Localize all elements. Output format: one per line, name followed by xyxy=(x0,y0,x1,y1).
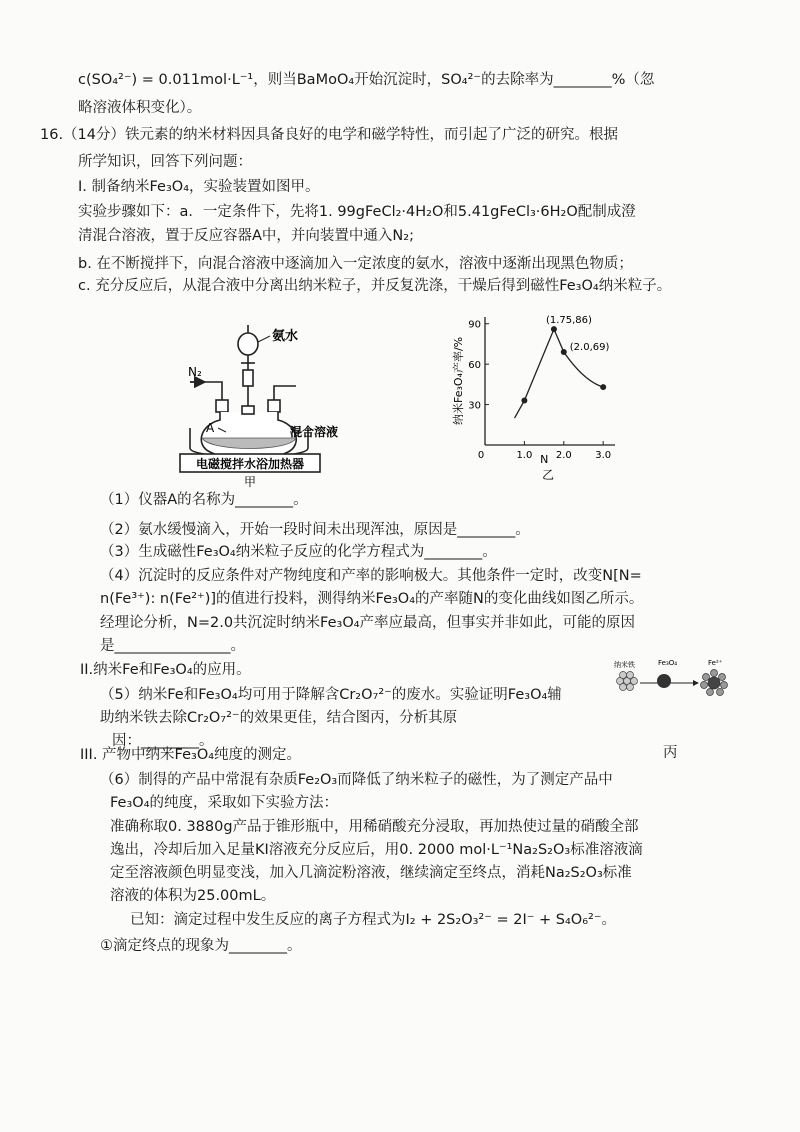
fe3o4-label: Fe₃O₄ xyxy=(658,659,678,667)
chart-y-tick-label: 60 xyxy=(468,360,481,372)
line-prev-question-end: 略溶液体积变化）。 xyxy=(78,100,202,116)
fe3o4-particle xyxy=(657,674,671,688)
chart-y-tick-label: 30 xyxy=(468,400,481,412)
question-6-line5: 定至溶液颜色明显变浅，加入几滴淀粉溶液，继续滴定至终点，消耗Na₂S₂O₃标准 xyxy=(110,865,632,881)
dropping-funnel xyxy=(238,325,258,412)
chart-data-point xyxy=(561,349,567,355)
chart-y-axis-label: 纳米Fe₃O₄产率/% xyxy=(452,336,465,425)
step-a-line2: 清混合溶液，置于反应容器A中，并向装置中通入N₂; xyxy=(78,228,414,244)
yield-chart xyxy=(440,305,630,485)
question-16-heading: 16.（14分）铁元素的纳米材料因具备良好的电学和磁学特性，而引起了广泛的研究。根据 xyxy=(40,127,619,143)
chart-marks xyxy=(515,315,610,418)
question-5-line3: 因：________。 xyxy=(112,733,214,749)
fe2-label: Fe²⁺ xyxy=(708,659,723,667)
step-c: c. 充分反应后，从混合液中分离出纳米粒子，并反复洗涤，干燥后得到磁性Fe₃O₄纳米粒子。 xyxy=(78,278,672,294)
part-2-heading: II.纳米Fe和Fe₃O₄的应用。 xyxy=(80,662,251,678)
chart-data-point xyxy=(521,398,527,404)
chart-x-tick-label: 2.0 xyxy=(555,450,572,461)
question-6-line4: 逸出，冷却后加入足量KI溶液充分反应后，用0. 2000 mol·L⁻¹Na₂S₂O₃标准溶液滴 xyxy=(110,842,643,858)
chart-y-tick-label: 90 xyxy=(468,319,481,331)
question-6-line3: 准确称取0. 3880g产品于锥形瓶中，用稀硝酸充分浸取，再加热使过量的硝酸全部 xyxy=(110,819,639,835)
part-1-heading: I. 制备纳米Fe₃O₄，实验装置如图甲。 xyxy=(78,179,320,195)
mixed-solution-label: 混合溶液 xyxy=(290,425,339,439)
n2-inlet-tube xyxy=(190,382,228,412)
outlet-tube xyxy=(268,386,296,412)
chart-x-tick-label: 1.0 xyxy=(516,450,533,461)
nano-iron-cluster xyxy=(617,672,638,691)
question-4-line3: 经理论分析，N=2.0共沉淀时纳米Fe₃O₄产率应最高，但事实并非如此，可能的原因 xyxy=(100,615,636,631)
question-16-intro: 所学知识，回答下列问题： xyxy=(78,154,252,170)
figure-jia-caption: 甲 xyxy=(243,475,257,489)
question-4-line4: 是________________。 xyxy=(100,638,245,654)
step-b: b. 在不断搅拌下，向混合溶液中逐滴加入一定浓度的氨水，溶液中逐渐出现黑色物质； xyxy=(78,256,633,272)
chart-x-tick-label: 3.0 xyxy=(595,450,612,461)
apparatus-figure xyxy=(150,320,450,490)
ammonia-label: 氨水 xyxy=(272,329,299,344)
question-6-line1: （6）制得的产品中常混有杂质Fe₂O₃而降低了纳米粒子的磁性，为了测定产品中 xyxy=(100,772,613,788)
chart-data-point xyxy=(600,384,606,390)
step-a-line1: 实验步骤如下：a．一定条件下，先将1. 99gFeCl₂·4H₂O和5.41gFeCl₃·6H₂O配制成澄 xyxy=(78,204,636,220)
question-4-line2: n(Fe³⁺): n(Fe²⁺)]的值进行投料，测得纳米Fe₃O₄的产率随N的变化曲线如图乙所示。 xyxy=(100,591,644,607)
product-cluster xyxy=(701,670,728,696)
question-5-line1: （5）纳米Fe和Fe₃O₄均可用于降解含Cr₂O₇²⁻的废水。实验证明Fe₃O₄辅 xyxy=(100,687,562,703)
part-3-heading: III. 产物中纳米Fe₃O₄纯度的测定。 xyxy=(80,747,302,763)
nano-fe-label: 纳米铁 xyxy=(614,661,635,669)
question-5-line2: 助纳米铁去除Cr₂O₇²⁻的效果更佳，结合图丙，分析其原 xyxy=(100,710,458,726)
three-neck-flask xyxy=(201,406,296,460)
figure-bing-caption: 丙 xyxy=(663,745,678,761)
n2-label: N₂ xyxy=(188,365,202,379)
chart-axes xyxy=(468,317,615,461)
line-prev-question: c(SO₄²⁻) = 0.011mol·L⁻¹，则当BaMoO₄开始沉淀时，SO₄²⁻的去除率为________%（忽 xyxy=(78,72,655,88)
vessel-a-label: A xyxy=(206,421,215,435)
chart-annotation: (1.75,86) xyxy=(545,315,592,327)
question-4-line1: （4）沉淀时的反应条件对产物纯度和产率的影响极大。其他条件一定时，改变N[N= xyxy=(100,568,642,584)
heater-label: 电磁搅拌水浴加热器 xyxy=(195,457,305,471)
question-6-line2: Fe₃O₄的纯度，采取如下实验方法： xyxy=(110,795,339,811)
chart-x-tick-label: 0 xyxy=(477,450,485,461)
known-equation: 已知：滴定过程中发生反应的离子方程式为I₂ + 2S₂O₃²⁻ = 2I⁻ + S₄O₆²⁻。 xyxy=(130,912,616,928)
question-6-line6: 溶液的体积为25.00mL。 xyxy=(110,888,276,904)
question-1: （1）仪器A的名称为________。 xyxy=(100,492,308,508)
chart-x-axis-label: N xyxy=(540,453,549,466)
figure-bing xyxy=(610,655,740,705)
sub-question-1: ①滴定终点的现象为________。 xyxy=(100,938,302,954)
question-3: （3）生成磁性Fe₃O₄纳米粒子反应的化学方程式为________。 xyxy=(100,544,497,560)
chart-data-point xyxy=(551,326,557,332)
question-2: （2）氨水缓慢滴入，开始一段时间未出现浑浊，原因是________。 xyxy=(100,522,530,538)
chart-annotation: (2.0,69) xyxy=(569,342,610,354)
chart-caption: 乙 xyxy=(542,468,555,482)
